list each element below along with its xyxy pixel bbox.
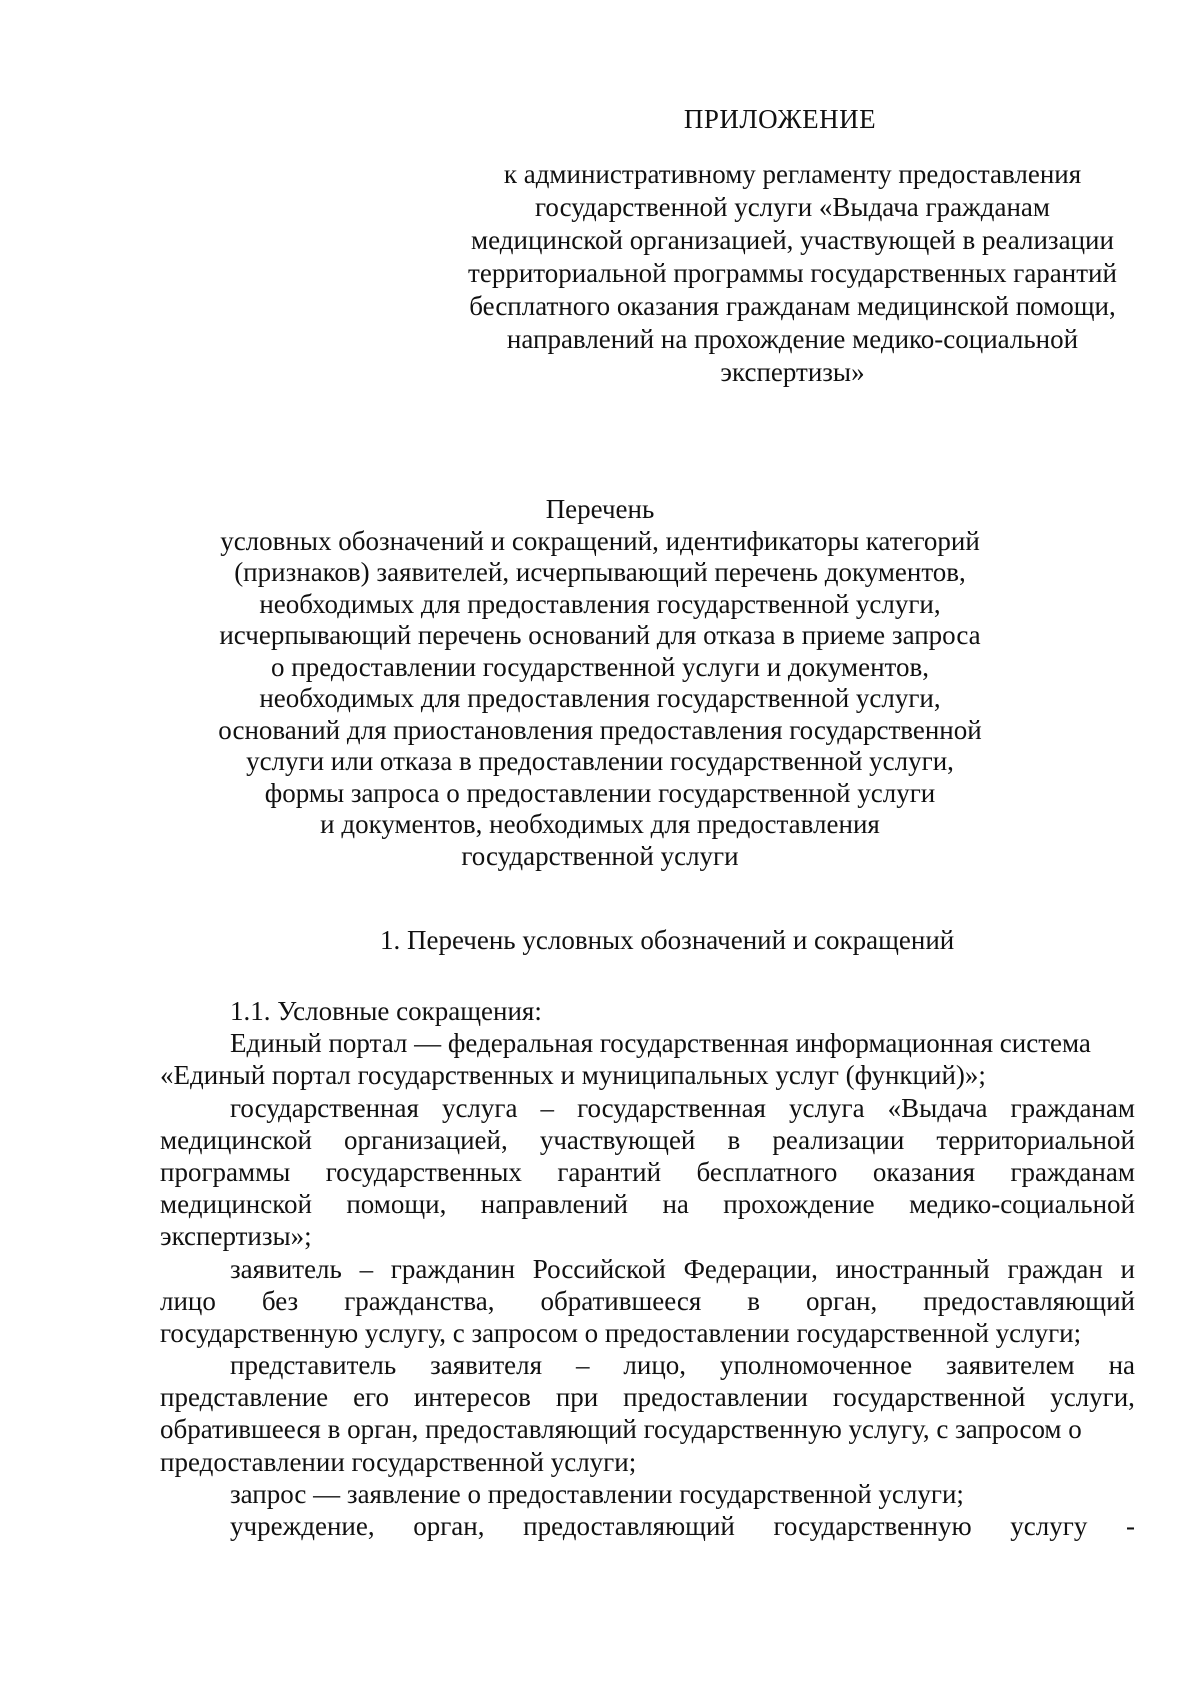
list-title-line: государственной услуги: [461, 840, 739, 871]
word: государственная: [230, 1092, 419, 1123]
list-title-line: исчерпывающий перечень оснований для отказа в приеме запроса: [219, 620, 981, 650]
list-title-line: о предоставлении государственной услуги и документов,: [271, 651, 929, 682]
justified-line: [160, 1285, 1135, 1317]
word: услуга: [789, 1092, 865, 1123]
word: услуга: [441, 1092, 518, 1123]
appendix-subtitle-line: территориальной программы государственных гарантий: [468, 258, 1117, 288]
justified-line: [160, 1253, 1135, 1285]
word: -: [1125, 1511, 1135, 1541]
word: реализации: [772, 1124, 905, 1155]
section-heading: 1. Перечень условных обозначений и сокращений: [380, 925, 955, 955]
word: орган,: [413, 1511, 485, 1541]
word: –: [359, 1253, 374, 1284]
appendix-subtitle-line: государственной услуги «Выдача гражданам: [535, 192, 1050, 222]
word: медико-социальной: [909, 1189, 1135, 1220]
justified-line: [160, 1156, 1135, 1188]
paragraph-line: экспертизы»;: [160, 1221, 312, 1252]
appendix-subtitle-line: бесплатного оказания гражданам медицинской помощи,: [469, 291, 1116, 321]
word: территориальной: [936, 1124, 1135, 1155]
word: гражданства,: [344, 1285, 495, 1316]
word: предоставлении: [623, 1382, 808, 1413]
paragraph-line: «Единый портал государственных и муниципальных услуг (функций)»;: [160, 1060, 986, 1091]
word: его: [353, 1382, 389, 1413]
word: и: [1120, 1253, 1135, 1284]
list-title-line: услуги или отказа в предоставлении государственной услуги,: [246, 746, 954, 776]
word: оказания: [872, 1156, 976, 1187]
appendix-subtitle-line: экспертизы»: [720, 357, 865, 387]
list-title-line: формы запроса о предоставлении государственной услуги: [264, 777, 936, 808]
word: «Выдача: [887, 1092, 988, 1123]
paragraph-line: обратившееся в орган, предоставляющий государственную услугу, с запросом о: [160, 1414, 1082, 1445]
word: государственная: [577, 1092, 766, 1123]
body-text: [160, 995, 1135, 1542]
list-title-line: (признаков) заявителей, исчерпывающий перечень документов,: [234, 557, 966, 587]
word: –: [540, 1092, 555, 1123]
word: представитель: [230, 1350, 397, 1381]
word: заявителем: [946, 1350, 1075, 1381]
word: на: [1108, 1350, 1135, 1381]
word: услугу: [1010, 1511, 1088, 1541]
word: обратившееся: [540, 1285, 702, 1316]
word: бесплатного: [696, 1156, 838, 1187]
justified-line: [160, 1092, 1135, 1124]
paragraph-line: запрос — заявление о предоставлении государственной услуги;: [230, 1478, 964, 1509]
list-title-line: необходимых для предоставления государственной услуги,: [259, 588, 941, 619]
list-title-line: и документов, необходимых для предоставления: [320, 809, 880, 839]
paragraph-line: государственную услугу, с запросом о предоставлении государственной услуги;: [160, 1317, 1082, 1348]
word: заявителя: [430, 1350, 543, 1381]
word: в: [727, 1124, 741, 1155]
appendix-title: ПРИЛОЖЕНИЕ: [683, 104, 877, 134]
word: иностранный: [835, 1253, 990, 1284]
justified-line: [160, 1510, 1135, 1542]
appendix-subtitle-line: направлений на прохождение медико-социальной: [506, 324, 1079, 354]
word: без: [261, 1285, 299, 1316]
word: –: [575, 1350, 590, 1381]
word: направлений: [480, 1189, 629, 1220]
word: лицо,: [623, 1350, 687, 1381]
justified-line: [160, 1188, 1135, 1220]
word: гражданам: [1010, 1092, 1135, 1123]
word: гражданин: [390, 1253, 516, 1284]
list-title-line: условных обозначений и сокращений, идентификаторы категорий: [220, 525, 980, 556]
appendix-subtitle-line: медицинской организацией, участвующей в реализации: [471, 225, 1114, 255]
word: в: [747, 1285, 761, 1316]
word: медицинской: [160, 1124, 312, 1155]
appendix-subtitle-line: к административному регламенту предоставления: [503, 159, 1082, 189]
word: при: [555, 1382, 599, 1413]
word: прохождение: [723, 1189, 875, 1220]
list-title-line: необходимых для предоставления государственной услуги,: [259, 683, 941, 713]
word: уполномоченное: [719, 1350, 913, 1381]
justified-line: [160, 1381, 1135, 1413]
word: услуги,: [1050, 1382, 1135, 1413]
word: Российской: [532, 1253, 666, 1284]
word: представление: [160, 1382, 329, 1413]
word: государственной: [832, 1382, 1026, 1413]
word: программы: [160, 1156, 291, 1187]
word: заявитель: [230, 1253, 342, 1284]
word: гарантий: [557, 1156, 662, 1187]
word: лицо: [160, 1285, 216, 1316]
paragraph-line: Единый портал — федеральная государственная информационная система: [230, 1028, 1091, 1059]
list-title-line: оснований для приостановления предоставления государственной: [218, 714, 982, 745]
word: Федерации,: [683, 1253, 818, 1284]
word: учреждение,: [230, 1511, 375, 1541]
list-title: [150, 494, 1050, 872]
paragraph-line: предоставлении государственной услуги;: [160, 1446, 637, 1477]
word: на: [662, 1189, 689, 1220]
word: участвующей: [539, 1124, 696, 1155]
list-title-line: Перечень: [545, 494, 655, 524]
appendix-subtitle: [440, 158, 1145, 389]
word: предоставляющий: [523, 1511, 735, 1541]
word: интересов: [413, 1382, 531, 1413]
subheading: 1.1. Условные сокращения:: [230, 996, 542, 1026]
word: помощи,: [346, 1189, 447, 1220]
word: граждан: [1007, 1253, 1103, 1284]
justified-line: [160, 1349, 1135, 1381]
word: государственную: [773, 1511, 972, 1541]
word: предоставляющий: [923, 1285, 1135, 1316]
word: медицинской: [160, 1189, 312, 1220]
justified-line: [160, 1124, 1135, 1156]
word: орган,: [806, 1285, 878, 1316]
word: государственных: [325, 1156, 522, 1187]
word: гражданам: [1010, 1156, 1135, 1187]
word: организацией,: [344, 1124, 508, 1155]
